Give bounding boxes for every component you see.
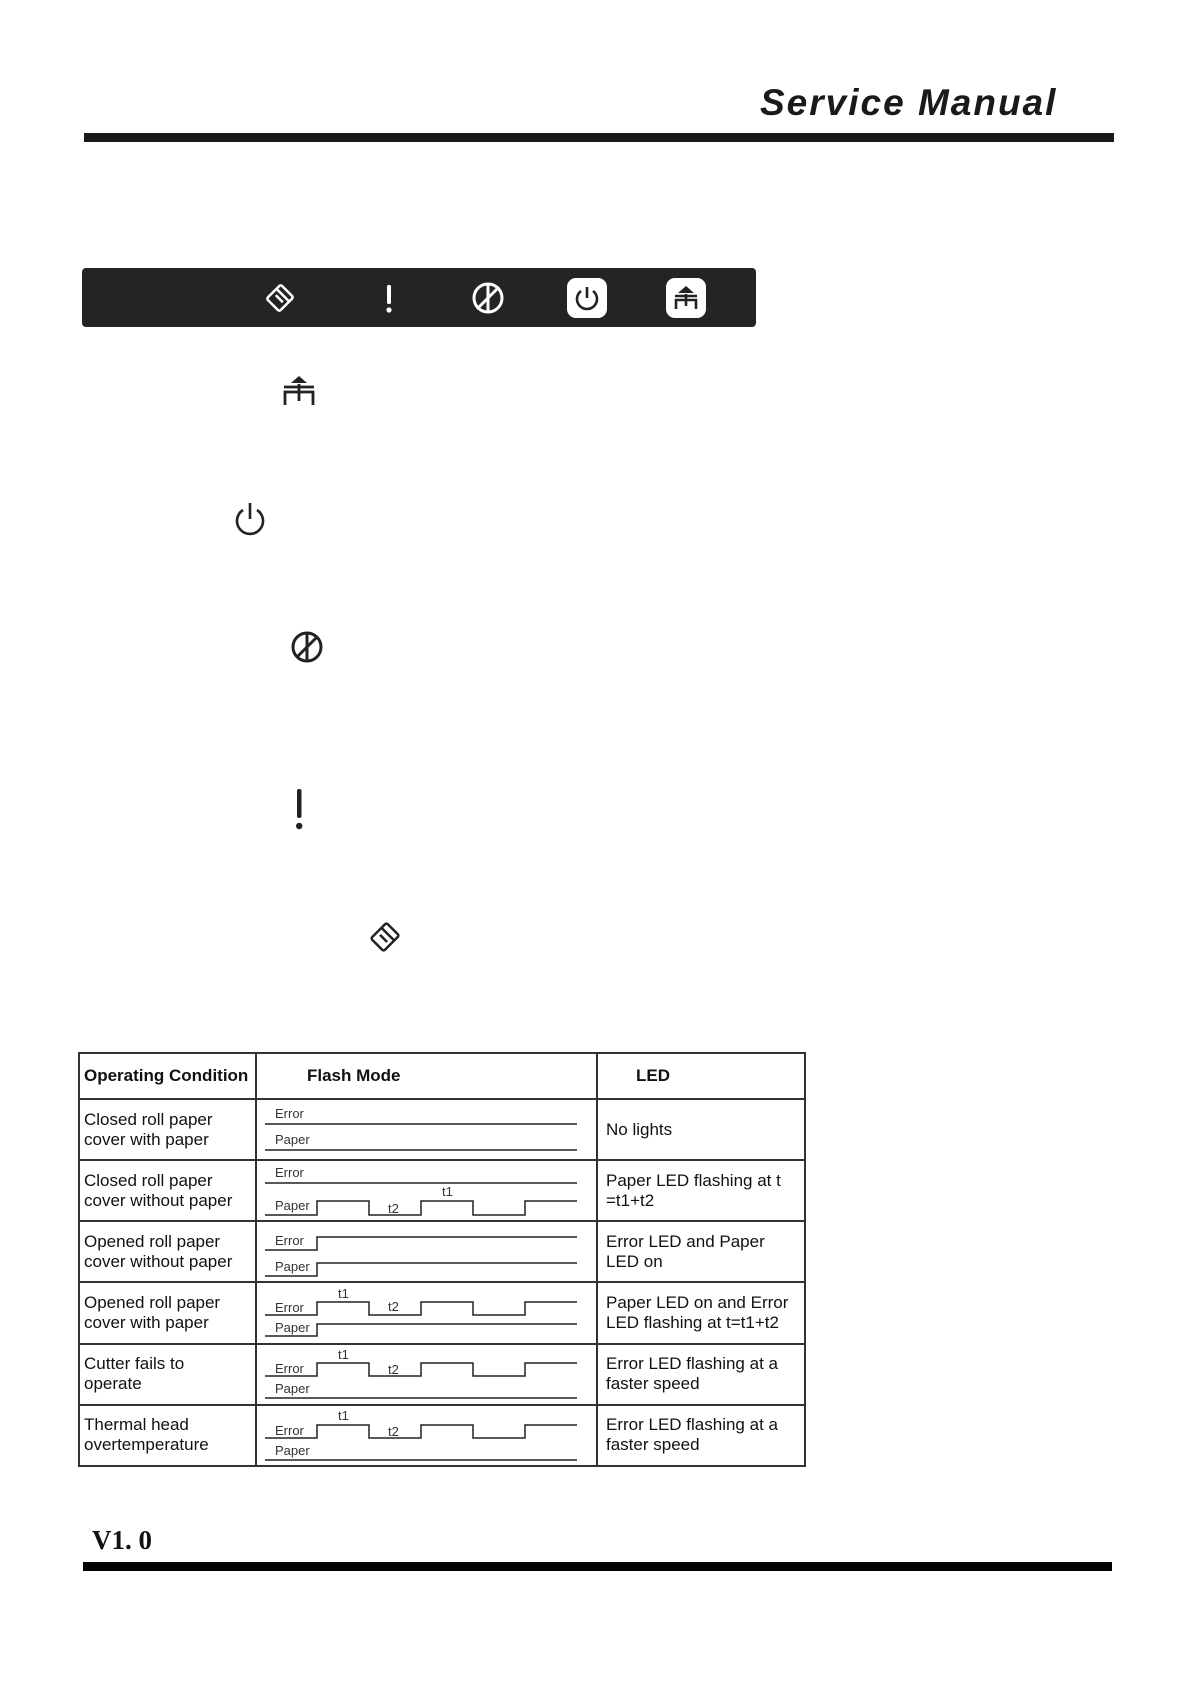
paper-label: Paper [275, 1259, 310, 1275]
flash-mode-cell [256, 1405, 597, 1466]
condition-cell [79, 1221, 256, 1282]
waveform [257, 1161, 598, 1220]
t2-label: t2 [388, 1423, 399, 1439]
feed-icon [666, 278, 706, 318]
error-label: Error [275, 1422, 304, 1438]
waveform [257, 1222, 598, 1281]
error-label: Error [275, 1360, 304, 1376]
condition-line: cover with paper [84, 1129, 209, 1149]
condition-line: Opened roll paper [84, 1231, 221, 1251]
table-row [79, 1282, 805, 1343]
led-line: =t1+t2 [606, 1190, 655, 1210]
led-cell [597, 1282, 805, 1343]
condition-line: Closed roll paper [84, 1109, 213, 1129]
error-icon [289, 787, 309, 831]
led-line: LED on [606, 1251, 663, 1271]
led-line: No lights [606, 1119, 673, 1139]
condition-cell [79, 1344, 256, 1405]
footer-divider [83, 1562, 1112, 1571]
power-icon [567, 278, 607, 318]
header-flash-mode: Flash Mode [256, 1053, 597, 1099]
flash-mode-cell [256, 1282, 597, 1343]
condition-cell [79, 1405, 256, 1466]
error-label: Error [275, 1165, 304, 1181]
t1-label: t1 [338, 1346, 349, 1362]
flash-mode-cell [256, 1099, 597, 1160]
condition-line: operate [84, 1374, 142, 1394]
led-line: faster speed [606, 1435, 700, 1455]
page-header-title: Service Manual [760, 82, 1058, 123]
t2-label: t2 [388, 1298, 399, 1314]
led-line: faster speed [606, 1374, 700, 1394]
paper-signal [265, 1324, 577, 1336]
paper-label: Paper [275, 1442, 310, 1458]
condition-cell [79, 1099, 256, 1160]
error-icon [369, 278, 409, 318]
waveform [257, 1100, 598, 1159]
led-line: Error LED flashing at a [606, 1415, 778, 1435]
led-line: Error LED flashing at a [606, 1354, 778, 1374]
flash-mode-cell [256, 1221, 597, 1282]
table-row [79, 1344, 805, 1405]
led-line: Paper LED on and Error [606, 1293, 789, 1313]
led-line: Error LED and Paper [606, 1231, 765, 1251]
t2-label: t2 [388, 1361, 399, 1377]
error-label: Error [275, 1299, 304, 1315]
led-cell [597, 1099, 805, 1160]
version-label: V1. 0 [92, 1525, 152, 1555]
led-status-table [78, 1052, 806, 1467]
condition-line: overtemperature [84, 1435, 209, 1455]
paper-label: Paper [275, 1132, 310, 1148]
paper-label: Paper [275, 1319, 310, 1335]
flash-mode-cell [256, 1160, 597, 1221]
led-cell [597, 1405, 805, 1466]
t1-label: t1 [442, 1184, 453, 1200]
condition-line: Opened roll paper [84, 1293, 221, 1313]
paper-signal [265, 1201, 577, 1215]
paper-label: Paper [275, 1380, 310, 1396]
no-paper-icon [289, 629, 325, 665]
table-header-row [79, 1053, 805, 1099]
table-row [79, 1221, 805, 1282]
flash-mode-cell [256, 1344, 597, 1405]
error-signal [265, 1360, 577, 1376]
led-cell [597, 1221, 805, 1282]
feed-icon [279, 373, 319, 409]
error-signal [265, 1299, 577, 1315]
error-signal [265, 1422, 577, 1438]
error-label: Error [275, 1106, 304, 1122]
power-button[interactable] [567, 278, 607, 318]
waveform [257, 1345, 598, 1404]
cutter-icon [365, 917, 405, 957]
led-cell [597, 1160, 805, 1221]
header-led: LED [597, 1053, 805, 1099]
power-icon [233, 500, 267, 538]
led-line: Paper LED flashing at t [606, 1170, 781, 1190]
table-row [79, 1405, 805, 1466]
no-paper-icon [468, 278, 508, 318]
condition-line: cover with paper [84, 1313, 209, 1333]
t1-label: t1 [338, 1285, 349, 1301]
error-label: Error [275, 1233, 304, 1249]
condition-cell [79, 1160, 256, 1221]
condition-line: Closed roll paper [84, 1170, 213, 1190]
waveform [257, 1406, 598, 1465]
paper-label: Paper [275, 1198, 310, 1214]
t1-label: t1 [338, 1407, 349, 1423]
header-operating-condition: Operating Condition [79, 1053, 256, 1099]
t2-label: t2 [388, 1201, 399, 1217]
condition-line: cover without paper [84, 1251, 233, 1271]
paper-signal [265, 1263, 577, 1276]
led-line: LED flashing at t=t1+t2 [606, 1313, 779, 1333]
table-row [79, 1099, 805, 1160]
condition-line: Thermal head [84, 1415, 189, 1435]
control-panel [82, 268, 756, 327]
waveform [257, 1284, 598, 1343]
led-cell [597, 1344, 805, 1405]
error-signal [265, 1237, 577, 1250]
condition-cell [79, 1282, 256, 1343]
header-divider [84, 133, 1114, 142]
condition-line: Cutter fails to [84, 1354, 185, 1374]
feed-button[interactable] [666, 278, 706, 318]
cutter-icon [260, 278, 300, 318]
condition-line: cover without paper [84, 1190, 233, 1210]
table-row [79, 1160, 805, 1221]
